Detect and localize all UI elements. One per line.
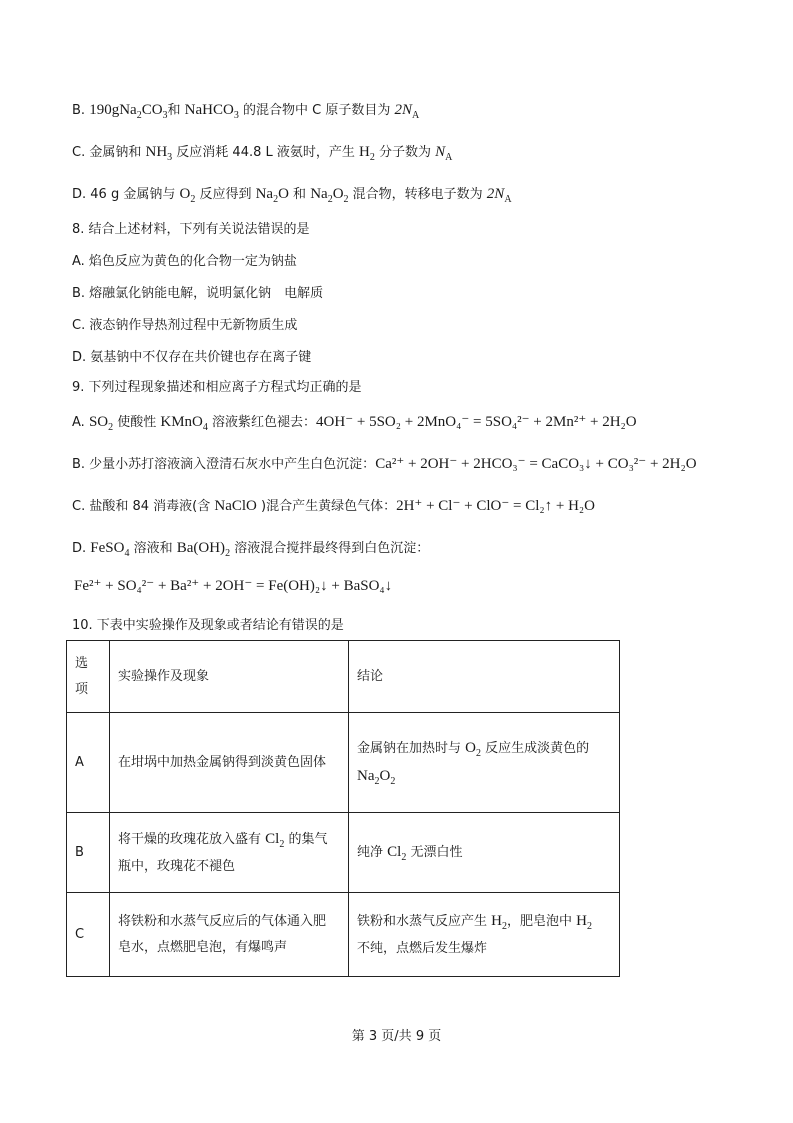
text: 使酸性	[113, 415, 161, 430]
q9-option-b	[72, 454, 697, 475]
text: 混合物，转移电子数为	[348, 187, 487, 202]
text: 金属钠在加热时与	[357, 740, 466, 756]
text: ，肥皂泡中	[506, 913, 577, 929]
formula: H	[491, 912, 502, 929]
header-option	[67, 641, 110, 713]
text: 和	[288, 187, 311, 202]
row-option: B	[67, 813, 110, 893]
formula: O	[332, 186, 344, 202]
formula: Ba(OH)	[176, 540, 226, 556]
text: 的混合物中 C 原子数目为	[238, 103, 395, 118]
experiment-table	[66, 640, 620, 977]
formula: Na	[255, 186, 274, 202]
text: 的集气	[284, 831, 328, 847]
text: 反应生成淡黄色的	[480, 740, 590, 756]
table-row	[67, 713, 620, 813]
formula: Na	[310, 186, 328, 202]
q7-option-d	[72, 184, 512, 206]
subscript: 2	[501, 920, 507, 932]
subscript: 2	[369, 152, 375, 163]
formula: Cl	[387, 843, 402, 860]
option-prefix: B.	[72, 103, 90, 118]
text: 无漂白性	[406, 844, 463, 860]
formula: NaHCO	[184, 102, 234, 118]
conclusion-line2	[357, 763, 611, 791]
subscript: 2	[108, 422, 114, 433]
row-option: A	[67, 713, 110, 813]
subscript: A	[504, 194, 512, 205]
formula: N	[435, 144, 446, 160]
q9-option-d	[72, 538, 429, 560]
text: 将干燥的玫瑰花放入盛有	[118, 831, 266, 847]
q7-option-c	[72, 142, 452, 164]
subscript: 2	[279, 838, 285, 850]
conclusion-line1	[357, 908, 611, 936]
formula: O	[179, 186, 191, 202]
subscript: 4	[202, 422, 208, 433]
row-option: C	[67, 893, 110, 977]
option-prefix: A.	[72, 415, 89, 430]
text: 溶液和	[129, 541, 177, 556]
operation-line2: 瓶中，玫瑰花不褪色	[118, 858, 236, 874]
row-operation	[110, 893, 349, 977]
subscript: 2	[475, 747, 481, 759]
formula: H	[359, 144, 370, 160]
text: 和	[167, 103, 185, 118]
text: C. 盐酸和 84 消毒液(含	[72, 499, 215, 514]
table-header-row	[67, 641, 620, 713]
ionic-equation: 4OH⁻ + 5SO₂ + 2MnO₄⁻ = 5SO₄²⁻ + 2Mn²⁺ + 2H₂O	[316, 414, 637, 430]
formula: O	[379, 767, 391, 784]
subscript: 3	[162, 110, 168, 121]
formula: Cl	[265, 830, 280, 847]
table-row	[67, 813, 620, 893]
q8-option-a: A. 焰色反应为黄色的化合物一定为钠盐	[72, 254, 297, 269]
operation-line1: 将铁粉和水蒸气反应后的气体通入肥	[118, 913, 327, 929]
row-conclusion	[349, 713, 620, 813]
q8-stem: 8. 结合上述材料，下列有关说法错误的是	[72, 222, 310, 237]
operation-line2: 皂水，点燃肥皂泡，有爆鸣声	[118, 939, 288, 955]
q9-option-d-equation	[74, 576, 392, 597]
header-option-line2: 项	[75, 681, 89, 697]
option-prefix: D.	[72, 541, 91, 556]
text: C. 金属钠和	[72, 145, 146, 160]
subscript: 2	[390, 775, 396, 787]
formula: 2N	[394, 102, 412, 118]
formula: NH	[145, 144, 168, 160]
formula: Na	[357, 767, 375, 784]
q8-option-c: C. 液态钠作导热剂过程中无新物质生成	[72, 318, 298, 333]
text: 溶液紫红色褪去：	[207, 415, 317, 430]
table-row	[67, 893, 620, 977]
subscript: A	[445, 152, 453, 163]
header-conclusion: 结论	[349, 641, 620, 713]
formula: KMnO	[160, 414, 203, 430]
text: 反应消耗 44.8 L 液氨时，产生	[172, 145, 360, 160]
text: B. 少量小苏打溶液滴入澄清石灰水中产生白色沉淀：	[72, 457, 376, 472]
subscript: 3	[233, 110, 239, 121]
formula: CO	[141, 102, 163, 118]
formula: 2N	[486, 186, 505, 202]
formula: FeSO	[90, 540, 125, 556]
q9-option-a	[72, 412, 637, 434]
text: 纯净	[357, 844, 388, 860]
subscript: 2	[225, 548, 231, 559]
subscript: 2	[586, 920, 592, 932]
conclusion-line2: 不纯，点燃后发生爆炸	[357, 940, 488, 956]
subscript: 2	[327, 194, 333, 205]
subscript: A	[411, 110, 420, 121]
subscript: 2	[136, 110, 142, 121]
q9-option-c	[72, 496, 595, 517]
header-operation: 实验操作及现象	[110, 641, 349, 713]
q7-option-b	[72, 100, 419, 122]
q9-stem: 9. 下列过程现象描述和相应离子方程式均正确的是	[72, 380, 362, 395]
ionic-equation: Ca²⁺ + 2OH⁻ + 2HCO₃⁻ = CaCO₃↓ + CO₃²⁻ + 2H₂O	[375, 456, 697, 472]
row-operation: 在坩埚中加热金属钠得到淡黄色固体	[110, 713, 349, 813]
conclusion-line1	[357, 735, 611, 763]
subscript: 2	[401, 851, 407, 863]
subscript: 2	[190, 194, 196, 205]
formula: O	[465, 739, 476, 756]
subscript: 3	[167, 152, 173, 163]
subscript: 2	[273, 194, 279, 205]
formula: H	[576, 912, 587, 929]
text: 铁粉和水蒸气反应产生	[357, 913, 492, 929]
header-option-line1: 选	[75, 655, 89, 671]
ionic-equation: 2H⁺ + Cl⁻ + ClO⁻ = Cl₂↑ + H₂O	[396, 498, 595, 514]
row-conclusion	[349, 893, 620, 977]
ionic-equation: Fe²⁺ + SO₄²⁻ + Ba²⁺ + 2OH⁻ = Fe(OH)₂↓ + BaSO₄↓	[74, 578, 393, 594]
page-footer: 第 3 页/共 9 页	[351, 1029, 442, 1044]
text: 反应得到	[195, 187, 256, 202]
formula: SO	[88, 414, 109, 430]
q8-option-b: B. 熔融氯化钠能电解，说明氯化钠 电解质	[72, 286, 324, 301]
subscript: 4	[124, 548, 130, 559]
formula: 190gNa	[89, 102, 137, 118]
text: )混合产生黄绿色气体：	[256, 499, 397, 514]
q8-option-d: D. 氨基钠中不仅存在共价键也存在离子键	[72, 350, 312, 365]
formula: NaClO	[214, 498, 257, 514]
row-conclusion	[349, 813, 620, 893]
q10-stem: 10. 下表中实验操作及现象或者结论有错误的是	[72, 618, 344, 633]
subscript: 2	[343, 194, 349, 205]
subscript: 2	[374, 775, 380, 787]
text: 分子数为	[374, 145, 436, 160]
text: D. 46 g 金属钠与	[72, 187, 180, 202]
row-operation	[110, 813, 349, 893]
formula: O	[278, 186, 289, 202]
text: 溶液混合搅拌最终得到白色沉淀：	[230, 541, 430, 556]
operation-line1	[118, 826, 340, 854]
